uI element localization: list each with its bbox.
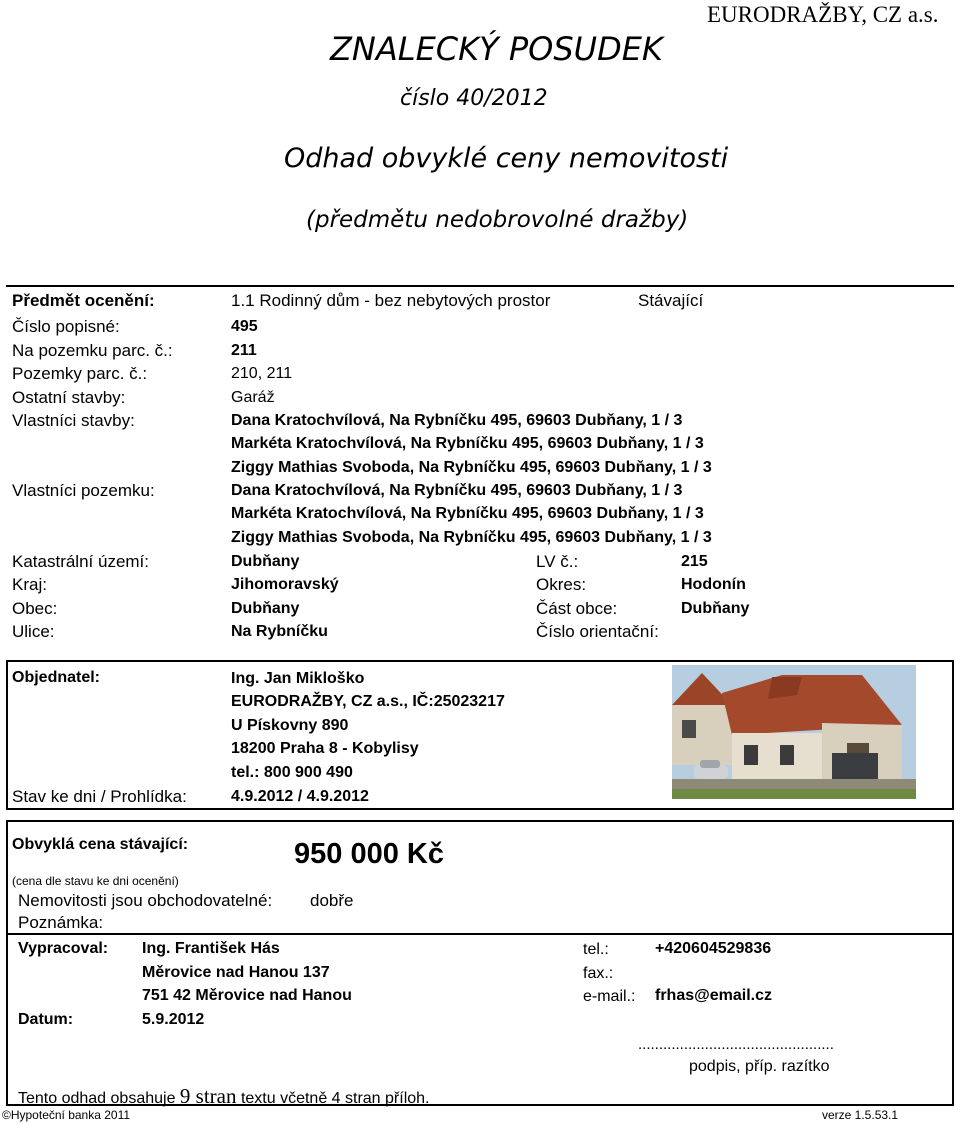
- subject-label: Předmět ocenění:: [12, 291, 155, 310]
- section-divider-top: [6, 285, 954, 287]
- street-value: Na Rybníčku: [231, 623, 328, 640]
- land-owners-label: Vlastníci pozemku:: [12, 481, 155, 500]
- date-label: Datum:: [18, 1011, 74, 1028]
- house-photo-image: [672, 665, 916, 799]
- author-line: Měrovice nad Hanou 137: [142, 964, 330, 981]
- client-label: Objednatel:: [12, 669, 101, 686]
- client-line: EURODRAŽBY, CZ a.s., IČ:25023217: [231, 693, 505, 710]
- municipality-label: Obec:: [12, 599, 58, 618]
- subject-value: 1.1 Rodinný dům - bez nebytových prostor: [231, 291, 551, 310]
- price-note: (cena dle stavu ke dni ocenění): [12, 874, 179, 888]
- client-line: U Pískovny 890: [231, 717, 349, 734]
- region-value: Jihomoravský: [231, 576, 339, 593]
- lands-value: 210, 211: [231, 365, 293, 382]
- inspection-date-value: 4.9.2012 / 4.9.2012: [231, 788, 369, 805]
- signature-dots: ...............................................: [638, 1036, 834, 1053]
- signature-caption: podpis, příp. razítko: [689, 1058, 830, 1075]
- author-line: 751 42 Měrovice nad Hanou: [142, 987, 352, 1004]
- tel-value: +420604529836: [655, 940, 772, 957]
- pages-count: 9 stran: [179, 1084, 237, 1108]
- date-value: 5.9.2012: [142, 1011, 205, 1028]
- prepared-by-label: Vypracoval:: [18, 940, 109, 957]
- other-buildings-value: Garáž: [231, 389, 275, 406]
- inspection-date-label: Stav ke dni / Prohlídka:: [12, 787, 187, 806]
- footer-version: verze 1.5.53.1: [822, 1108, 899, 1122]
- municipality-part-value: Dubňany: [681, 600, 750, 617]
- document-subtitle-2: (předmětu nedobrovolné dražby): [306, 207, 689, 233]
- price-value: 950 000 Kč: [294, 838, 444, 870]
- cadastral-value: Dubňany: [231, 553, 300, 570]
- remark-label: Poznámka:: [18, 913, 104, 932]
- tradable-label: Nemovitosti jsou obchodovatelné:: [18, 891, 273, 910]
- email-value: frhas@email.cz: [655, 987, 772, 1004]
- pages-note: [18, 1084, 430, 1109]
- pages-note-suffix: textu včetně 4 stran příloh.: [236, 1090, 430, 1107]
- other-buildings-label: Ostatní stavby:: [12, 388, 126, 407]
- municipality-value: Dubňany: [231, 600, 300, 617]
- pages-note-prefix: Tento odhad obsahuje: [18, 1090, 180, 1107]
- parcel-label: Na pozemku parc. č.:: [12, 341, 173, 360]
- land-owner-line: Markéta Kratochvílová, Na Rybníčku 495, 69603 Dubňany, 1 / 3: [231, 505, 704, 522]
- fax-label: fax.:: [583, 965, 614, 982]
- street-label: Ulice:: [12, 622, 55, 641]
- land-owner-line: Dana Kratochvílová, Na Rybníčku 495, 69603 Dubňany, 1 / 3: [231, 482, 683, 499]
- building-owner-line: Dana Kratochvílová, Na Rybníčku 495, 69603 Dubňany, 1 / 3: [231, 412, 683, 429]
- tel-label: tel.:: [583, 941, 609, 958]
- company-header: EURODRAŽBY, CZ a.s.: [707, 2, 939, 27]
- subject-status: Stávající: [638, 291, 704, 310]
- house-number-label: Číslo popisné:: [12, 317, 120, 336]
- author-line: Ing. František Hás: [142, 940, 280, 957]
- client-line: tel.: 800 900 490: [231, 764, 353, 781]
- client-line: Ing. Jan Mikloško: [231, 670, 365, 687]
- district-value: Hodonín: [681, 576, 746, 593]
- parcel-value: 211: [231, 342, 257, 359]
- municipality-part-label: Část obce:: [536, 599, 618, 618]
- document-title: ZNALECKÝ POSUDEK: [330, 30, 663, 68]
- region-label: Kraj:: [12, 575, 47, 594]
- email-label: e-mail.:: [583, 988, 636, 1005]
- house-photo: [672, 665, 916, 799]
- building-owner-line: Markéta Kratochvílová, Na Rybníčku 495, 69603 Dubňany, 1 / 3: [231, 435, 704, 452]
- remark-divider: [6, 933, 954, 935]
- document-number: číslo 40/2012: [400, 86, 548, 111]
- orientation-number-label: Číslo orientační:: [536, 622, 659, 641]
- building-owners-label: Vlastníci stavby:: [12, 411, 135, 430]
- lv-value: 215: [681, 553, 708, 570]
- lands-label: Pozemky parc. č.:: [12, 364, 148, 383]
- client-line: 18200 Praha 8 - Kobylisy: [231, 740, 419, 757]
- price-label: Obvyklá cena stávající:: [12, 836, 189, 853]
- lv-label: LV č.:: [536, 552, 579, 571]
- house-number-value: 495: [231, 318, 258, 335]
- building-owner-line: Ziggy Mathias Svoboda, Na Rybníčku 495, 69603 Dubňany, 1 / 3: [231, 459, 712, 476]
- district-label: Okres:: [536, 575, 587, 594]
- cadastral-label: Katastrální území:: [12, 552, 150, 571]
- document-subtitle: Odhad obvyklé ceny nemovitosti: [284, 143, 729, 174]
- tradable-value: dobře: [310, 891, 354, 910]
- land-owner-line: Ziggy Mathias Svoboda, Na Rybníčku 495, 69603 Dubňany, 1 / 3: [231, 529, 712, 546]
- footer-copyright: ©Hypoteční banka 2011: [2, 1108, 131, 1122]
